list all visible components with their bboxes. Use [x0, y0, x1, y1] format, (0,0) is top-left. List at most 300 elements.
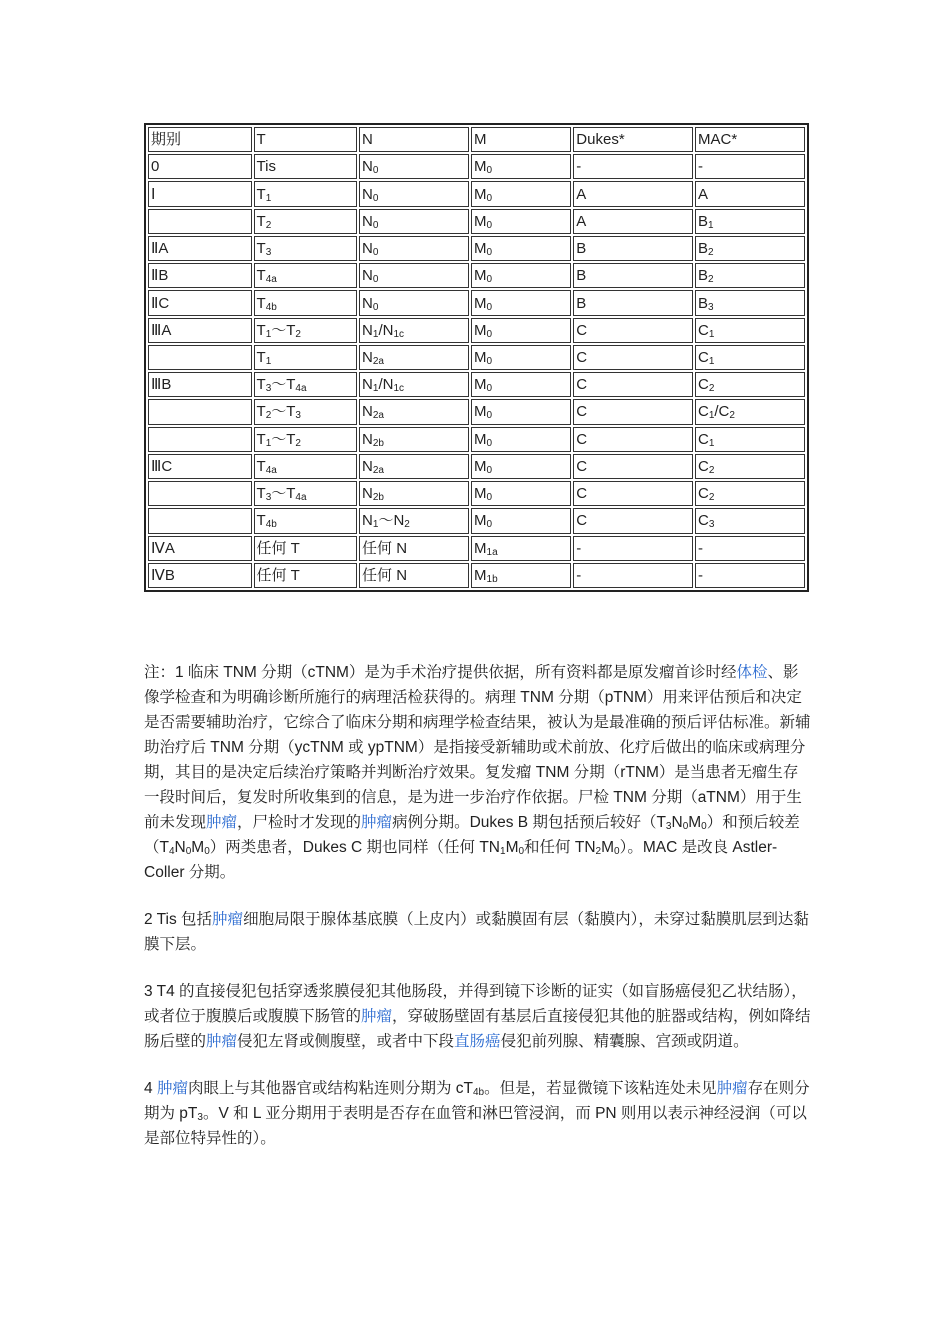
cell-text: N: [362, 267, 373, 285]
subscript: 2a: [372, 410, 384, 422]
cell-text: C: [697, 321, 709, 339]
cell-text: Tis: [256, 158, 276, 176]
cell-t: [254, 481, 358, 506]
cell-text: T: [256, 267, 266, 285]
subscript: 0: [486, 247, 493, 259]
note-text: ）。MAC 是改良 Astler-Coller 分期。: [144, 839, 778, 881]
cell-text: /C: [714, 403, 730, 421]
header-cell-dukes: Dukes*: [573, 127, 693, 152]
table-row: [148, 481, 805, 506]
cell-text: T: [256, 457, 266, 475]
cell-mac: [695, 318, 805, 343]
cell-text: M: [474, 321, 487, 339]
cell-text: C: [576, 512, 588, 530]
cell-text: B: [576, 294, 587, 312]
cell-text: C: [576, 321, 588, 339]
subscript: 1c: [393, 383, 404, 395]
cell-stage: [148, 427, 252, 452]
cell-text: N: [362, 376, 373, 394]
cell-m: [471, 263, 571, 288]
note-text: 4: [144, 1080, 157, 1097]
subscript: 2: [708, 492, 715, 504]
table-row: [148, 209, 805, 234]
cell-m: [471, 481, 571, 506]
cell-text: ⅡB: [151, 267, 169, 285]
cell-text: B: [576, 267, 587, 285]
staging-table: [146, 125, 807, 590]
subscript: 0: [614, 846, 620, 857]
subscript: 3: [265, 383, 272, 395]
note-text: N: [671, 814, 683, 831]
subscript: 0: [372, 274, 379, 286]
subscript: 2: [708, 274, 714, 286]
cell-text: T: [256, 348, 266, 366]
cell-mac: [695, 154, 805, 179]
table-row: [148, 508, 805, 533]
cell-mac: [695, 345, 805, 370]
cell-mac: [695, 290, 805, 315]
note-text: ，穿破肠壁固有基层后直接侵犯其他的脏器或结构，例如降结肠后壁的: [144, 1008, 811, 1050]
note-text: ）两类患者，Dukes C 期也同样（任何 TN: [209, 839, 500, 856]
note-paragraph-2: [144, 907, 812, 957]
subscript: 3: [665, 821, 672, 832]
cell-text: M: [474, 185, 487, 203]
cell-text: C: [697, 403, 709, 421]
cell-n: [359, 536, 469, 561]
cell-text: N: [362, 348, 373, 366]
cell-t: [254, 236, 358, 261]
cell-stage: [148, 236, 252, 261]
note-text: M: [191, 839, 205, 856]
cell-text: B: [697, 212, 708, 230]
cell-dukes: [573, 399, 693, 424]
cell-n: [359, 427, 469, 452]
cell-dukes: [573, 154, 693, 179]
subscript: 3: [265, 492, 272, 504]
cell-text: N: [362, 185, 373, 203]
cell-text: T: [256, 430, 266, 448]
cell-text: ⅡC: [151, 294, 170, 312]
subscript: 1: [265, 192, 272, 204]
cell-t: [254, 508, 358, 533]
cell-text: -: [576, 539, 582, 557]
note-text: 侵犯左肾或侧腹壁，或者中下段: [237, 1033, 455, 1050]
cell-t: [254, 181, 358, 206]
cell-dukes: [573, 209, 693, 234]
note-text: 病例分期。Dukes B 期包括预后较好（T: [392, 814, 666, 831]
cell-text: M: [474, 212, 487, 230]
subscript: 0: [486, 165, 493, 177]
term-link[interactable]: 肿瘤: [156, 1080, 188, 1097]
cell-dukes: [573, 318, 693, 343]
cell-stage: [148, 372, 252, 397]
subscript: 4a: [295, 383, 307, 395]
note-text: M: [688, 814, 702, 831]
cell-dukes: [573, 427, 693, 452]
note-text: 细胞局限于腺体基底膜（上皮内）或黏膜固有层（黏膜内），未穿过黏膜肌层到达黏膜下层。: [144, 911, 809, 953]
cell-text: T: [256, 376, 266, 394]
cell-text: M: [474, 485, 487, 503]
cell-t: [254, 345, 358, 370]
cell-text: N: [362, 403, 373, 421]
subscript: 0: [486, 383, 493, 395]
subscript: 2a: [372, 355, 384, 367]
subscript: 3: [197, 1112, 203, 1123]
cell-n: [359, 318, 469, 343]
cell-dukes: [573, 345, 693, 370]
cell-stage: [148, 536, 252, 561]
cell-m: [471, 154, 571, 179]
cell-n: [359, 481, 469, 506]
cell-text: ⅢC: [151, 457, 173, 475]
cell-text: ⅢB: [151, 376, 172, 394]
cell-text: C: [697, 485, 709, 503]
cell-n: [359, 508, 469, 533]
cell-dukes: [573, 481, 693, 506]
cell-mac: [695, 263, 805, 288]
subscript: 0: [372, 219, 379, 231]
cell-text: T: [256, 185, 266, 203]
subscript: 0: [486, 192, 493, 204]
cell-text: ～T: [271, 485, 296, 503]
subscript: 2: [595, 846, 602, 857]
cell-stage: [148, 318, 252, 343]
cell-text: C: [576, 403, 588, 421]
subscript: 0: [372, 301, 379, 313]
cell-n: [359, 209, 469, 234]
note-text: ，尸检时才发现的: [237, 814, 362, 831]
cell-dukes: [573, 181, 693, 206]
cell-text: ～T: [271, 321, 296, 339]
cell-text: M: [474, 158, 487, 176]
cell-text: B: [697, 294, 708, 312]
cell-text: C: [697, 512, 709, 530]
subscript: 1: [265, 437, 272, 449]
cell-mac: [695, 181, 805, 206]
term-link[interactable]: 肿瘤: [212, 911, 244, 928]
term-link[interactable]: 直肠癌: [454, 1033, 501, 1050]
subscript: 0: [486, 492, 493, 504]
note-text: 3 T4 的直接侵犯包括穿透浆膜侵犯其他肠段，并得到镜下诊断的证实（如盲肠癌侵犯乙状结肠），或者位于腹膜后或腹膜下肠管的: [144, 983, 807, 1025]
cell-dukes: [573, 236, 693, 261]
cell-t: [254, 372, 358, 397]
header-cell-stage: 期别: [148, 127, 252, 152]
note-text: ）和预后较差（T: [144, 814, 800, 856]
cell-text: C: [697, 430, 709, 448]
subscript: 1c: [393, 328, 404, 340]
cell-stage: [148, 399, 252, 424]
subscript: 2: [404, 519, 410, 531]
subscript: 0: [486, 328, 493, 340]
cell-stage: [148, 563, 252, 588]
cell-text: M: [474, 376, 487, 394]
cell-text: C: [697, 457, 709, 475]
term-link[interactable]: 肿瘤: [716, 1080, 748, 1097]
subscript: 0: [372, 247, 379, 259]
cell-n: [359, 399, 469, 424]
term-link[interactable]: 肿瘤: [361, 814, 393, 831]
subscript: 0: [486, 219, 493, 231]
subscript: 0: [701, 821, 707, 832]
cell-t: [254, 536, 358, 561]
cell-text: B: [576, 240, 587, 258]
subscript: 1: [372, 328, 379, 340]
cell-text: N: [362, 430, 373, 448]
cell-dukes: [573, 508, 693, 533]
cell-t: [254, 427, 358, 452]
subscript: 0: [486, 464, 493, 476]
subscript: 1a: [486, 546, 498, 558]
header-cell-n: N: [359, 127, 469, 152]
subscript: 4b: [265, 519, 277, 531]
cell-n: [359, 345, 469, 370]
table-row: [148, 372, 805, 397]
cell-stage: [148, 181, 252, 206]
cell-text: T: [256, 294, 266, 312]
subscript: 2: [295, 437, 301, 449]
cell-text: M: [474, 457, 487, 475]
cell-t: [254, 209, 358, 234]
table-row: [148, 345, 805, 370]
table-row: [148, 536, 805, 561]
cell-m: [471, 290, 571, 315]
cell-text: Ⅰ: [151, 185, 156, 203]
cell-text: C: [576, 348, 588, 366]
cell-text: A: [697, 185, 708, 203]
subscript: 2: [708, 464, 715, 476]
cell-text: /N: [378, 321, 394, 339]
note-text: N: [174, 839, 186, 856]
cell-text: M: [474, 403, 487, 421]
cell-n: [359, 372, 469, 397]
cell-text: C: [576, 376, 588, 394]
cell-mac: [695, 372, 805, 397]
cell-text: N: [362, 158, 373, 176]
cell-t: [254, 263, 358, 288]
table-row: [148, 318, 805, 343]
cell-m: [471, 318, 571, 343]
cell-n: [359, 181, 469, 206]
cell-text: M: [474, 566, 487, 584]
cell-text: 任何 T: [256, 539, 300, 557]
cell-dukes: [573, 290, 693, 315]
cell-text: 任何 N: [362, 566, 408, 584]
cell-text: N: [362, 294, 373, 312]
cell-n: [359, 236, 469, 261]
cell-text: T: [256, 321, 266, 339]
cell-stage: [148, 508, 252, 533]
term-link[interactable]: 肿瘤: [206, 814, 238, 831]
cell-mac: [695, 481, 805, 506]
subscript: 0: [185, 846, 192, 857]
note-paragraph-3: [144, 979, 812, 1054]
table-row: [148, 427, 805, 452]
cell-stage: [148, 209, 252, 234]
subscript: 2a: [372, 464, 384, 476]
cell-m: [471, 181, 571, 206]
cell-text: N: [362, 240, 373, 258]
cell-text: -: [697, 158, 703, 176]
cell-t: [254, 318, 358, 343]
cell-text: -: [697, 566, 703, 584]
note-text: M: [601, 839, 614, 856]
table-header-row: [148, 127, 805, 152]
note-text: M: [505, 839, 519, 856]
cell-m: [471, 236, 571, 261]
cell-text: -: [576, 158, 582, 176]
cell-n: [359, 563, 469, 588]
cell-text: -: [576, 566, 582, 584]
cell-text: T: [256, 512, 266, 530]
cell-stage: [148, 345, 252, 370]
note-text: 注：1 临床 TNM 分期（cTNM）是为手术治疗提供依据，所有资料都是原发瘤首诊时经: [144, 664, 737, 681]
cell-text: M: [474, 348, 487, 366]
cell-text: M: [474, 512, 487, 530]
cell-text: T: [256, 212, 266, 230]
subscript: 2: [265, 219, 272, 231]
cell-m: [471, 563, 571, 588]
cell-text: -: [697, 539, 703, 557]
cell-text: ⅡA: [151, 240, 169, 258]
subscript: 0: [372, 165, 379, 177]
subscript: 0: [486, 355, 493, 367]
cell-n: [359, 154, 469, 179]
term-link[interactable]: 肿瘤: [206, 1033, 238, 1050]
subscript: 2b: [372, 437, 384, 449]
cell-m: [471, 536, 571, 561]
cell-text: M: [474, 539, 487, 557]
table-row: [148, 563, 805, 588]
cell-m: [471, 508, 571, 533]
cell-text: N: [362, 512, 373, 530]
subscript: 0: [372, 192, 379, 204]
staging-table-frame: [144, 123, 809, 592]
subscript: 1: [708, 410, 715, 422]
note-text: 。V 和 L 亚分期用于表明是否存在血管和淋巴管浸润，而 PN 则用以表示神经浸润（可以是部位特异性的）。: [144, 1105, 807, 1147]
cell-t: [254, 399, 358, 424]
term-link[interactable]: 体检: [736, 664, 768, 681]
subscript: 1: [708, 355, 715, 367]
table-row: [148, 454, 805, 479]
cell-text: M: [474, 430, 487, 448]
subscript: 4a: [295, 492, 307, 504]
cell-text: B: [697, 267, 708, 285]
cell-mac: [695, 427, 805, 452]
cell-text: ⅢA: [151, 321, 172, 339]
cell-m: [471, 209, 571, 234]
cell-m: [471, 454, 571, 479]
subscript: 0: [486, 301, 493, 313]
cell-t: [254, 454, 358, 479]
note-text: 侵犯前列腺、精囊腺、宫颈或阴道。: [500, 1033, 749, 1050]
subscript: 2: [708, 247, 714, 259]
subscript: 3: [708, 301, 714, 313]
subscript: 1: [265, 355, 272, 367]
table-row: [148, 181, 805, 206]
cell-n: [359, 290, 469, 315]
table-row: [148, 290, 805, 315]
subscript: 1: [372, 383, 379, 395]
cell-mac: [695, 236, 805, 261]
subscript: 2b: [372, 492, 384, 504]
subscript: 0: [486, 519, 493, 531]
cell-text: A: [576, 212, 587, 230]
notes-section: [144, 660, 812, 1173]
note-text: 。但是，若显微镜下该粘连处未见: [484, 1080, 717, 1097]
cell-mac: [695, 209, 805, 234]
note-text: 2 Tis 包括: [144, 911, 213, 928]
subscript: 4a: [265, 274, 277, 286]
cell-text: ～T: [271, 376, 296, 394]
table-row: [148, 236, 805, 261]
cell-text: T: [256, 240, 266, 258]
cell-text: N: [362, 485, 373, 503]
cell-stage: [148, 290, 252, 315]
cell-text: 0: [151, 158, 160, 176]
cell-mac: [695, 454, 805, 479]
table-row: [148, 263, 805, 288]
cell-mac: [695, 563, 805, 588]
subscript: 1: [500, 846, 506, 857]
subscript: 0: [682, 821, 689, 832]
cell-text: /N: [378, 376, 394, 394]
cell-stage: [148, 481, 252, 506]
cell-m: [471, 399, 571, 424]
cell-text: 任何 N: [362, 539, 408, 557]
cell-n: [359, 454, 469, 479]
subscript: 2: [729, 410, 735, 422]
cell-stage: [148, 263, 252, 288]
subscript: 1: [708, 328, 715, 340]
cell-text: ～T: [271, 430, 296, 448]
subscript: 0: [486, 410, 493, 422]
subscript: 0: [486, 274, 493, 286]
cell-text: ⅣB: [151, 566, 175, 584]
header-cell-mac: MAC*: [695, 127, 805, 152]
subscript: 4: [168, 846, 175, 857]
cell-text: M: [474, 240, 487, 258]
cell-stage: [148, 454, 252, 479]
cell-t: [254, 563, 358, 588]
note-text: 存在则分期为 pT: [144, 1080, 810, 1122]
cell-m: [471, 345, 571, 370]
cell-mac: [695, 508, 805, 533]
cell-dukes: [573, 263, 693, 288]
note-text: 肉眼上与其他器官或结构粘连则分期为 cT: [187, 1080, 473, 1097]
cell-mac: [695, 399, 805, 424]
cell-t: [254, 290, 358, 315]
cell-n: [359, 263, 469, 288]
subscript: 4a: [265, 464, 277, 476]
cell-text: B: [697, 240, 708, 258]
cell-text: N: [362, 212, 373, 230]
cell-stage: [148, 154, 252, 179]
header-cell-t: T: [254, 127, 358, 152]
cell-text: ～N: [378, 512, 405, 530]
subscript: 1: [372, 519, 379, 531]
subscript: 1: [265, 328, 272, 340]
subscript: 0: [518, 846, 525, 857]
term-link[interactable]: 肿瘤: [361, 1008, 393, 1025]
header-cell-m: M: [471, 127, 571, 152]
cell-text: M: [474, 267, 487, 285]
subscript: 1: [708, 437, 715, 449]
subscript: 2: [295, 328, 301, 340]
table-row: [148, 154, 805, 179]
cell-text: C: [697, 348, 709, 366]
cell-text: ～T: [271, 403, 296, 421]
subscript: 4b: [265, 301, 277, 313]
